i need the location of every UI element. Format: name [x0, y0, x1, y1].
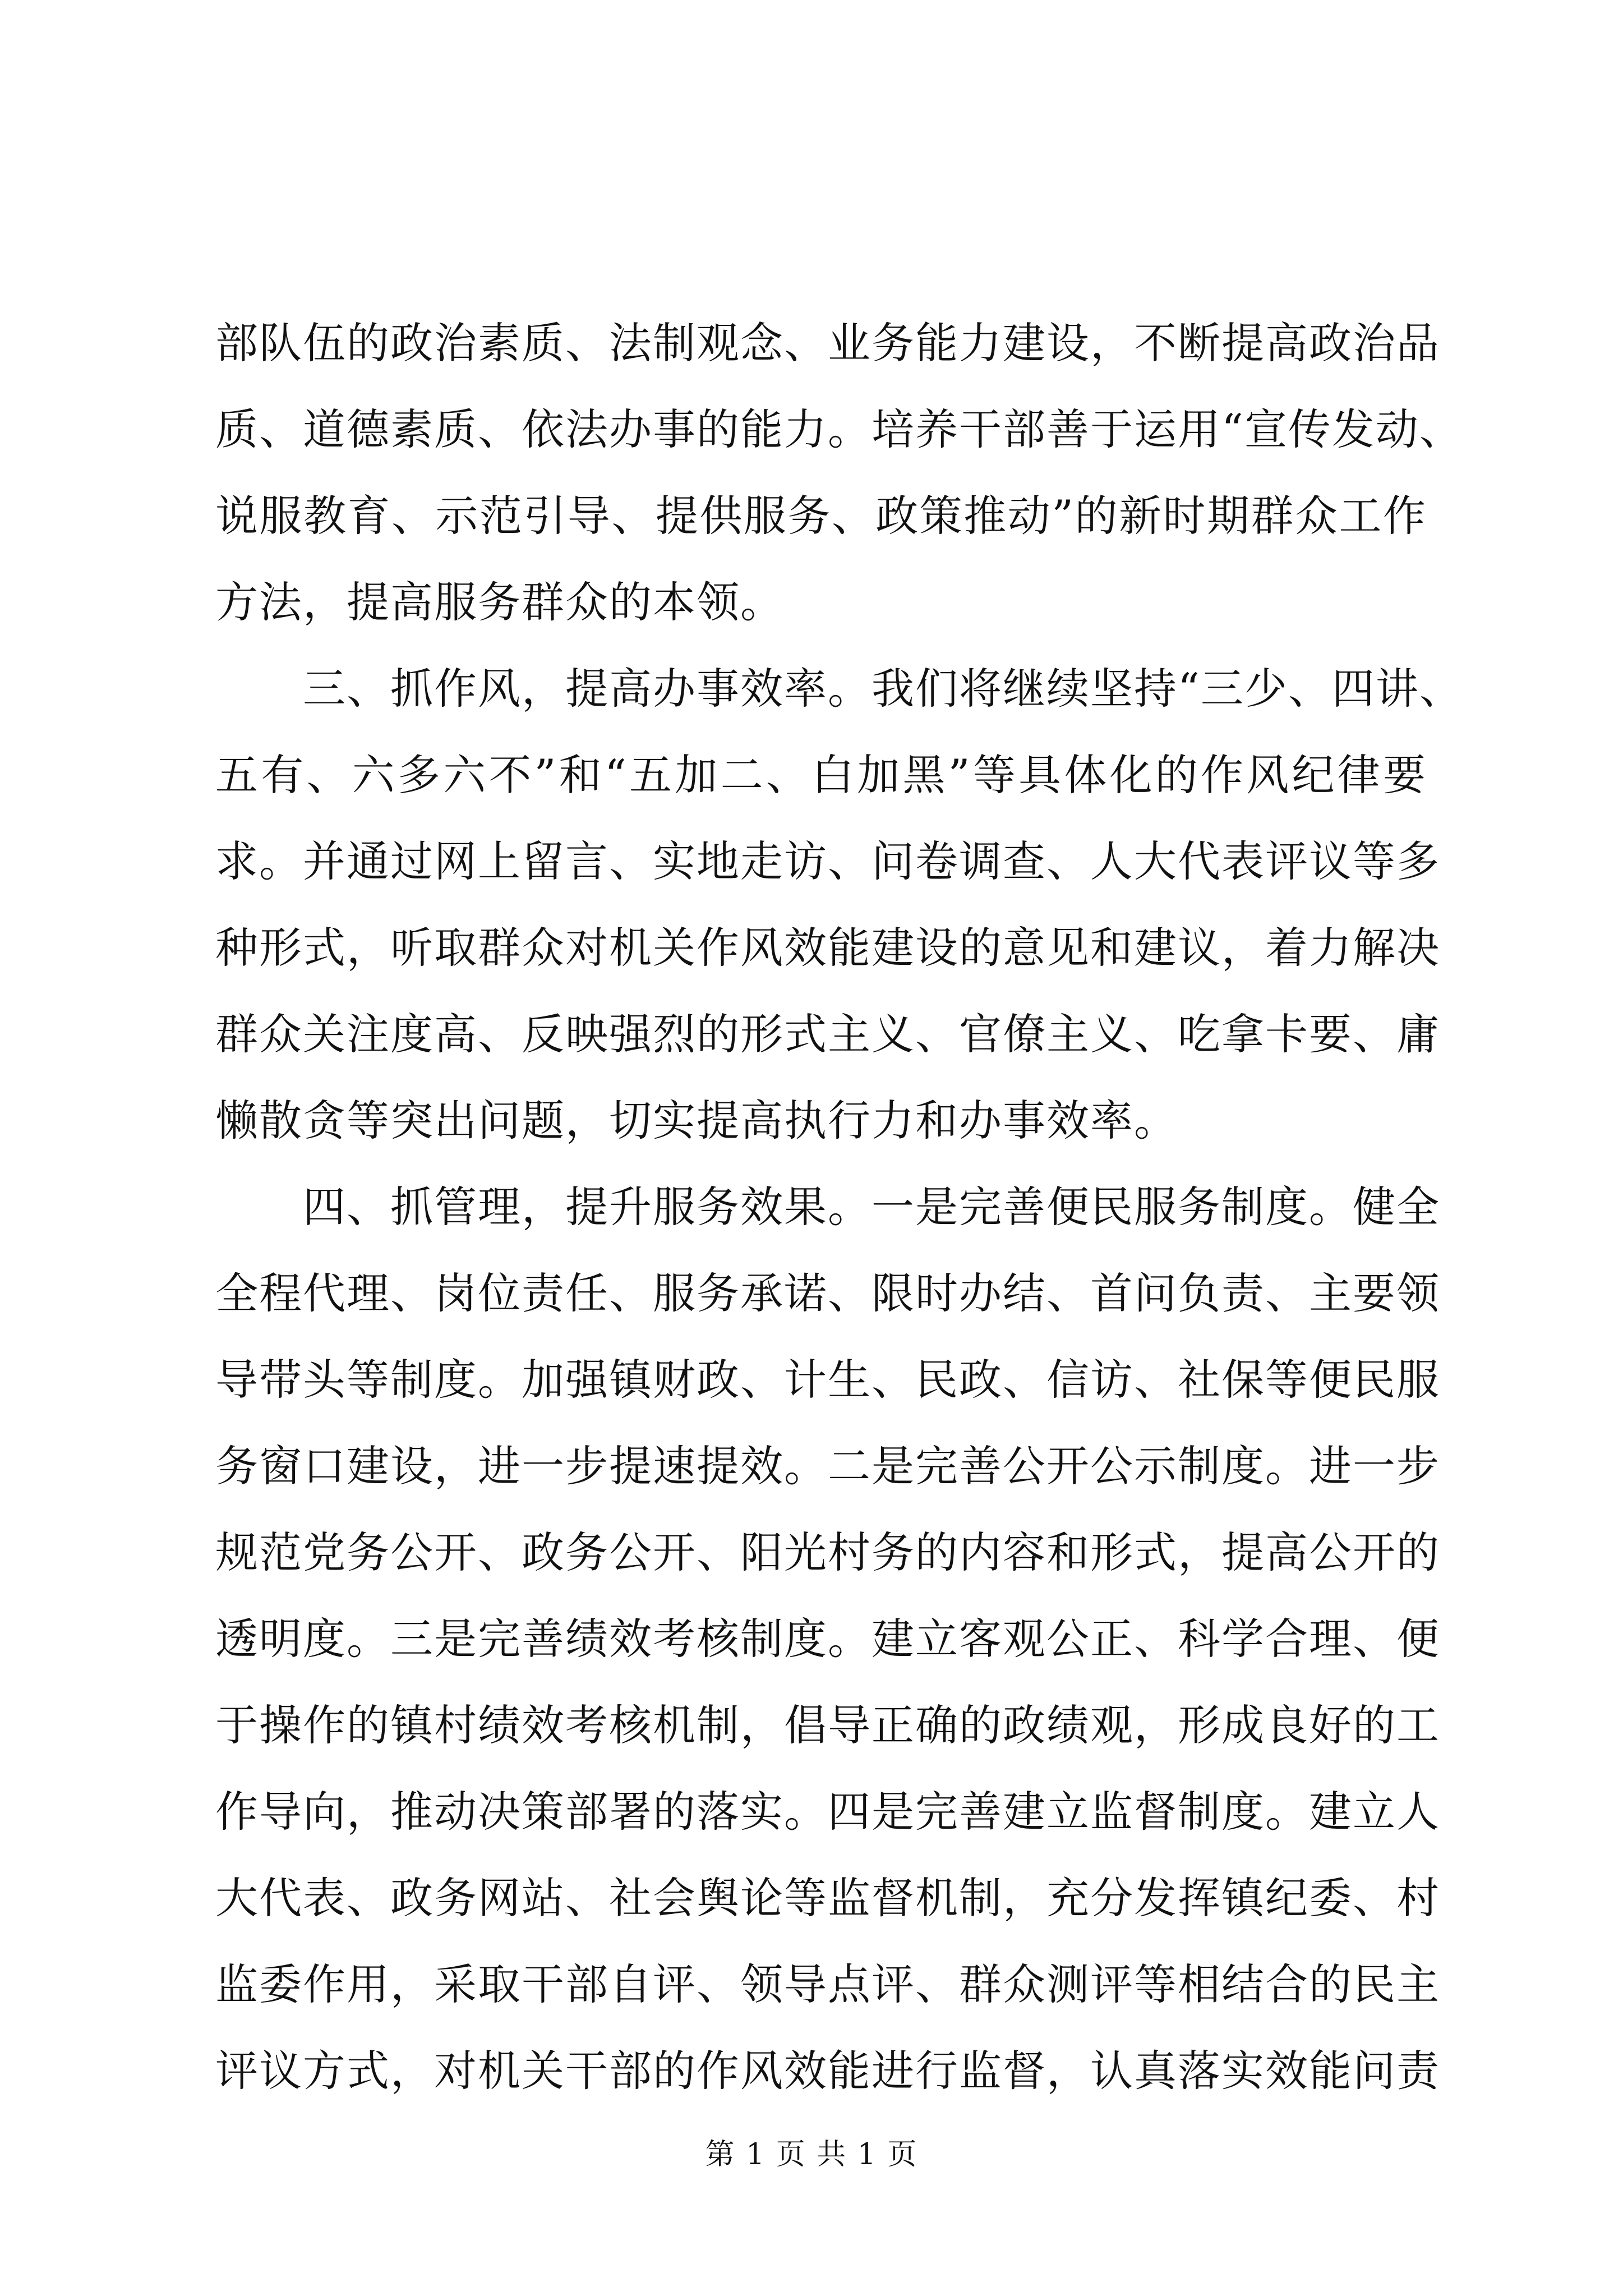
text-line: 群众关注度高、反映强烈的形式主义、官僚主义、吃拿卡要、庸	[215, 1009, 1440, 1059]
text-line: 方法，提高服务群众的本领。	[215, 577, 784, 627]
text-line: 作导向，推动决策部署的落实。四是完善建立监督制度。建立人	[215, 1787, 1440, 1837]
page-number-footer: 第 1 页 共 1 页	[705, 2138, 918, 2171]
text-line: 务窗口建设，进一步提速提效。二是完善公开公示制度。进一步	[215, 1441, 1440, 1491]
text-line: 四、抓管理，提升服务效果。一是完善便民服务制度。健全	[215, 1182, 1440, 1232]
text-line: 监委作用，采取干部自评、领导点评、群众测评等相结合的民主	[215, 1959, 1440, 2009]
text-line: 透明度。三是完善绩效考核制度。建立客观公正、科学合理、便	[215, 1614, 1440, 1664]
text-line: 于操作的镇村绩效考核机制，倡导正确的政绩观，形成良好的工	[215, 1700, 1440, 1750]
text-line: 懒散贪等突出问题，切实提高执行力和办事效率。	[215, 1096, 1178, 1145]
text-line: 部队伍的政治素质、法制观念、业务能力建设，不断提高政治品	[215, 318, 1440, 368]
text-line: 五有、六多六不”和“五加二、白加黑”等具体化的作风纪律要	[215, 750, 1427, 800]
text-line: 说服教育、示范引导、提供服务、政策推动”的新时期群众工作	[215, 491, 1427, 541]
text-line: 导带头等制度。加强镇财政、计生、民政、信访、社保等便民服	[215, 1355, 1440, 1405]
text-line: 种形式，听取群众对机关作风效能建设的意见和建议，着力解决	[215, 923, 1440, 973]
text-line: 规范党务公开、政务公开、阳光村务的内容和形式，提高公开的	[215, 1527, 1440, 1577]
text-line: 三、抓作风，提高办事效率。我们将继续坚持“三少、四讲、	[215, 664, 1463, 714]
document-body	[215, 300, 1463, 2114]
text-line: 求。并通过网上留言、实地走访、问卷调查、人大代表评议等多	[215, 836, 1440, 886]
text-line: 评议方式，对机关干部的作风效能进行监督，认真落实效能问责	[215, 2046, 1440, 2096]
text-line: 质、道德素质、依法办事的能力。培养干部善于运用“宣传发动、	[215, 404, 1463, 454]
text-line: 大代表、政务网站、社会舆论等监督机制，充分发挥镇纪委、村	[215, 1873, 1440, 1923]
text-line: 全程代理、岗位责任、服务承诺、限时办结、首问负责、主要领	[215, 1268, 1440, 1318]
